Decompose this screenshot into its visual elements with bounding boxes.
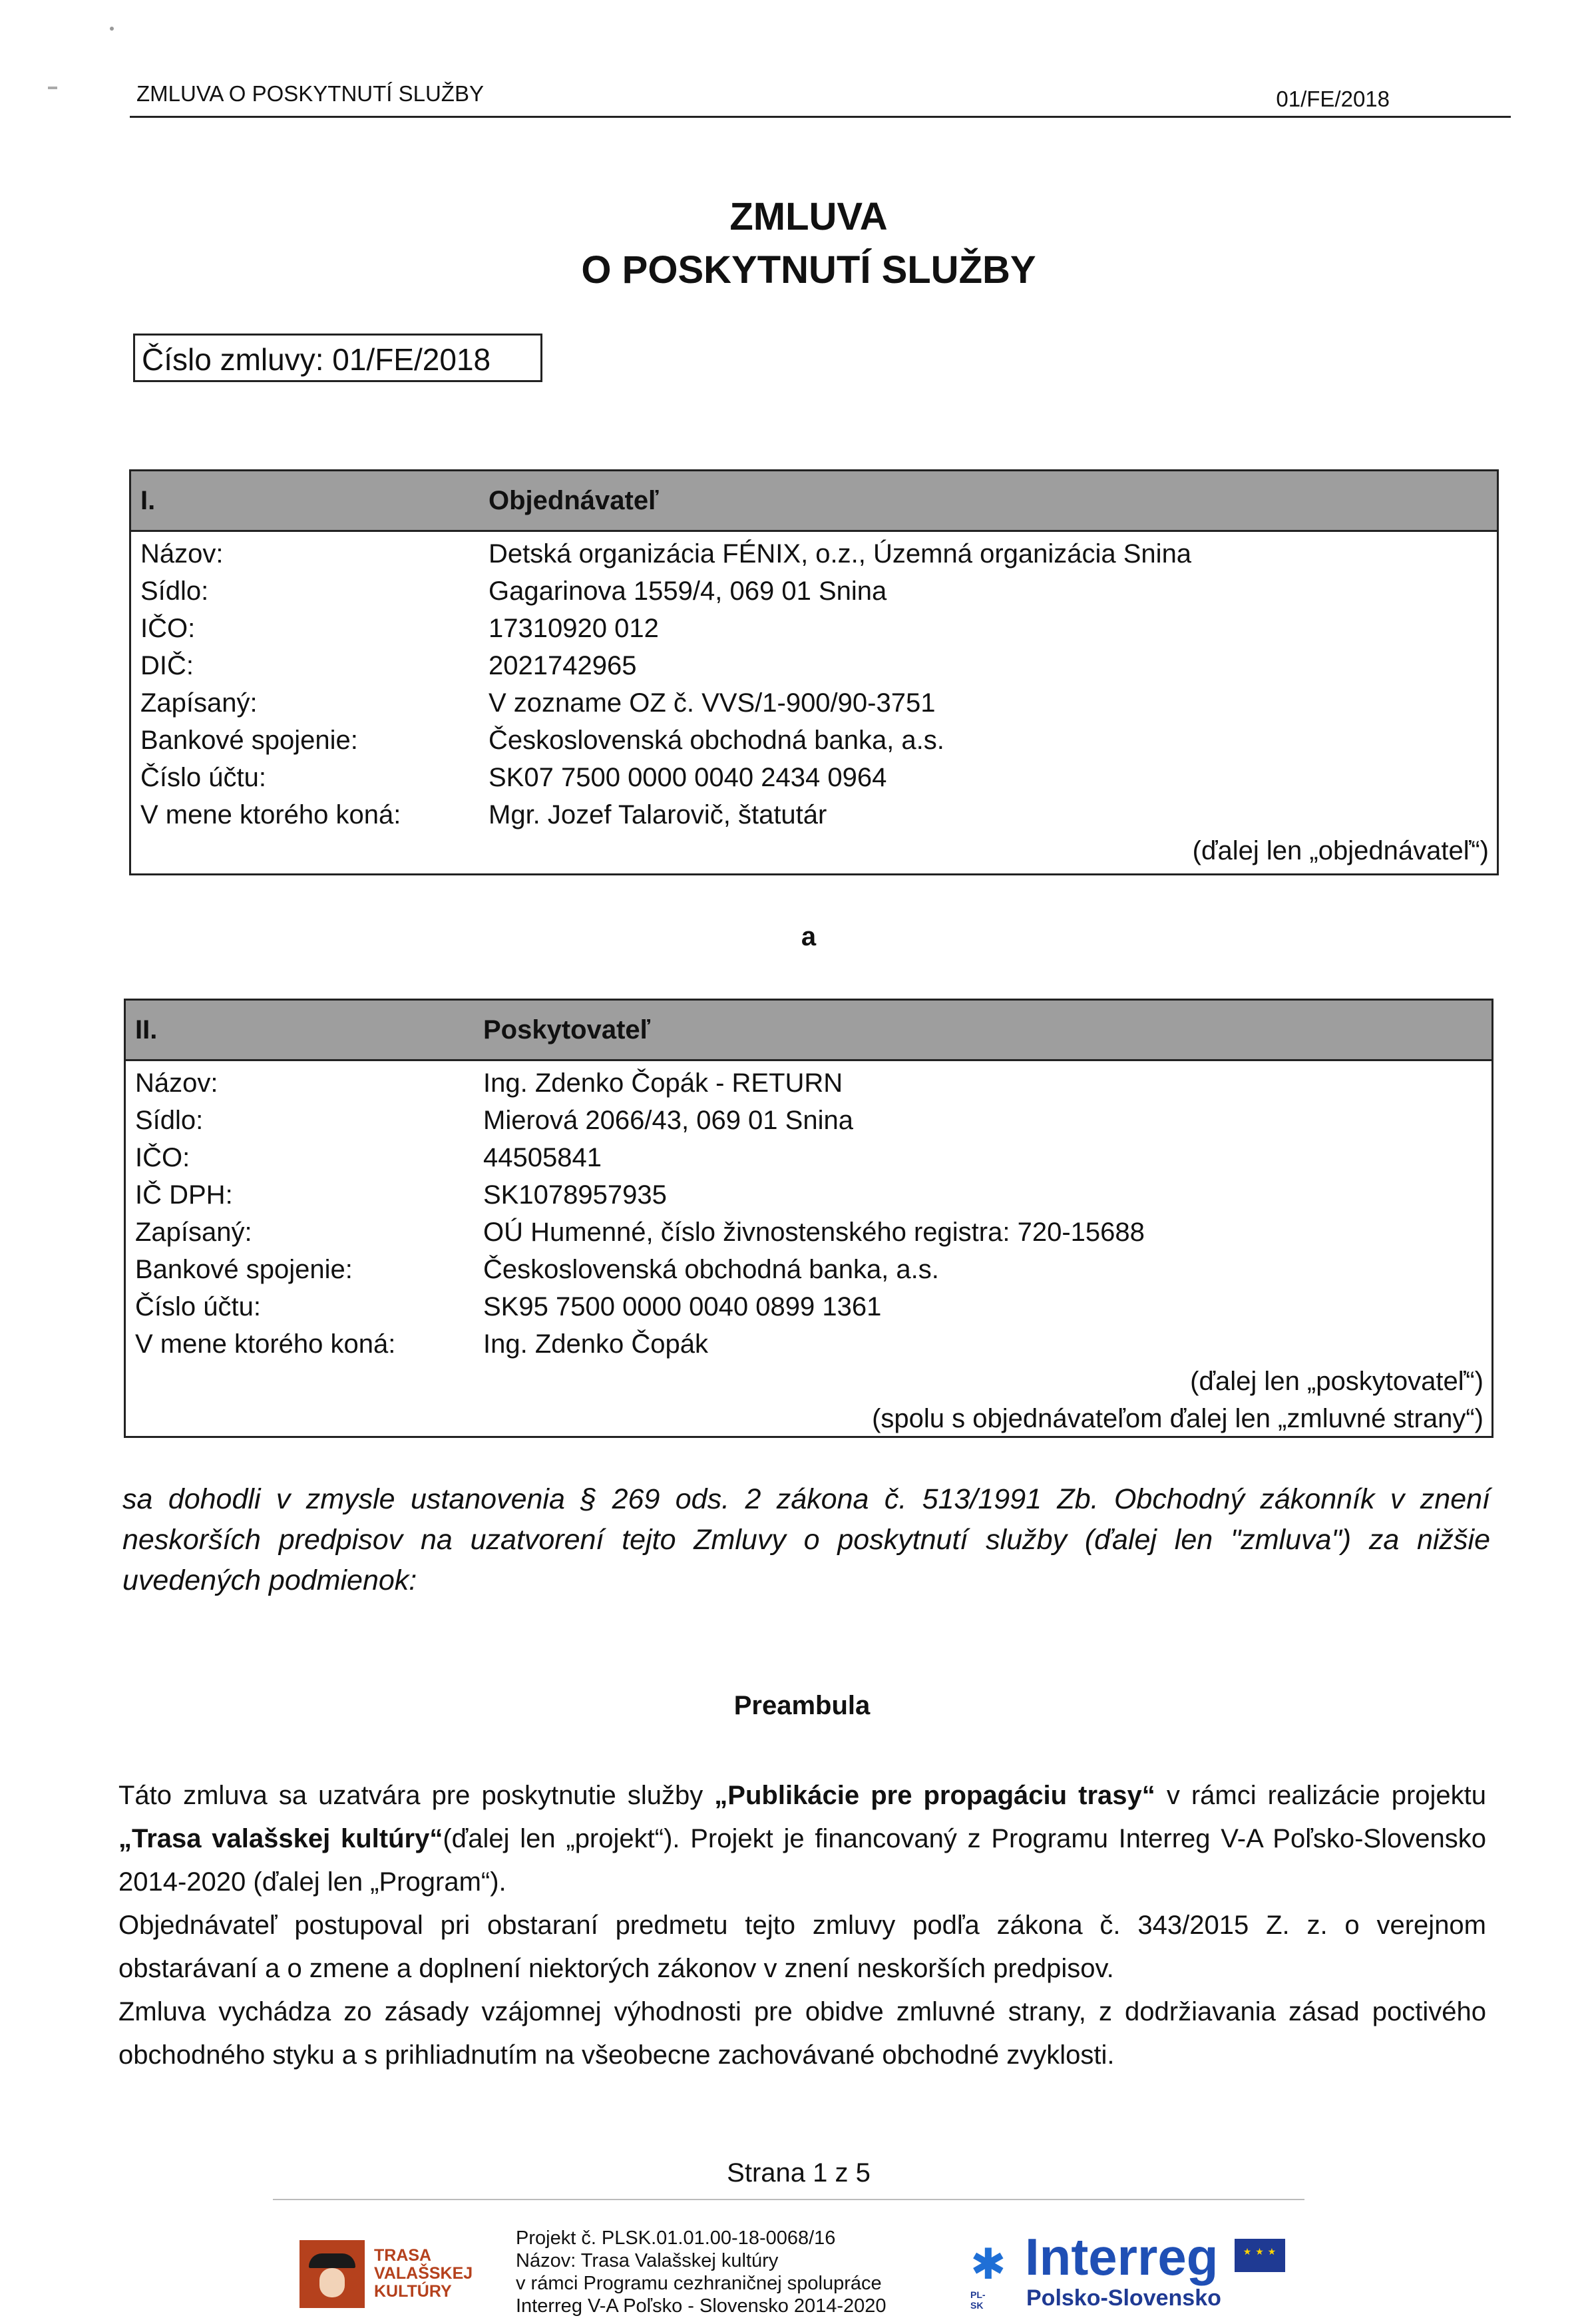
interreg-programme: Polsko-Slovensko bbox=[1026, 2285, 1221, 2311]
intro-paragraph: sa dohodli v zmysle ustanovenia § 269 ods. 2 zákona č. 513/1991 Zb. Obchodný zákonník v znení neskorších predpisov na uzatvorení tejto Zmluvy o poskytnutí služby (ďalej len "zmluva") za nižšie uvedených podmienok: bbox=[122, 1483, 1490, 1596]
detail-value: Detská organizácia FÉNIX, o.z., Územná organizácia Snina bbox=[489, 539, 1192, 569]
detail-row bbox=[131, 614, 1497, 651]
detail-row bbox=[126, 1106, 1491, 1143]
text-run: (ďalej len „projekt“). Projekt je financovaný z Programu Interreg V-A Poľsko-Slovensko 2014-2020 (ďalej len „Program“). bbox=[118, 1824, 1486, 1897]
valach-figure-icon bbox=[299, 2240, 365, 2308]
detail-value: 2021742965 bbox=[489, 651, 637, 680]
detail-value: Ing. Zdenko Čopák - RETURN bbox=[483, 1068, 843, 1098]
detail-value: Gagarinova 1559/4, 069 01 Snina bbox=[489, 577, 887, 606]
detail-value: Ing. Zdenko Čopák bbox=[483, 1329, 708, 1359]
detail-value: 17310920 012 bbox=[489, 614, 659, 643]
detail-row bbox=[131, 726, 1497, 763]
preamble-paragraph-3: Zmluva vychádza zo zásady vzájomnej výhodnosti pre obidve zmluvné strany, z dodržiavania zásad poctivého obchodného styku a s prihliadnutím na všeobecne zachovávané obchodné zvyklosti. bbox=[118, 1997, 1486, 2070]
party-number: I. bbox=[140, 486, 156, 515]
project-name: „Trasa valašskej kultúry“ bbox=[118, 1824, 443, 1853]
footer-rule bbox=[273, 2199, 1304, 2200]
detail-label: Názov: bbox=[135, 1068, 218, 1098]
preamble-body bbox=[118, 1774, 1486, 2077]
logo-line: TRASA bbox=[374, 2246, 432, 2265]
interreg-wordmark: Interreg bbox=[1025, 2227, 1219, 2286]
party-alias: (ďalej len „poskytovateľ“) bbox=[1190, 1367, 1484, 1396]
preamble-paragraph-1 bbox=[118, 1774, 1486, 1904]
scan-speck bbox=[110, 27, 114, 31]
text-run: v rámci realizácie projektu bbox=[1155, 1781, 1487, 1810]
preamble-heading: Preambula bbox=[733, 1691, 871, 1720]
detail-label: IČO: bbox=[140, 614, 196, 643]
party-details bbox=[126, 1068, 1491, 1367]
party-details bbox=[131, 539, 1497, 837]
detail-label: Číslo účtu: bbox=[140, 763, 266, 792]
running-header-number: 01/FE/2018 bbox=[1276, 87, 1390, 111]
detail-row bbox=[131, 577, 1497, 614]
party-role: Poskytovateľ bbox=[483, 1015, 651, 1045]
detail-label: Sídlo: bbox=[135, 1106, 204, 1135]
eu-flag-icon: ★ ★ ★ bbox=[1235, 2239, 1285, 2272]
detail-value: SK1078957935 bbox=[483, 1180, 667, 1210]
scan-speck bbox=[48, 87, 57, 89]
detail-value: SK95 7500 0000 0040 0899 1361 bbox=[483, 1292, 882, 1321]
detail-row bbox=[126, 1143, 1491, 1180]
detail-row bbox=[126, 1255, 1491, 1292]
document-title-line1: ZMLUVA bbox=[729, 195, 888, 238]
detail-row bbox=[131, 539, 1497, 577]
document-title-line2: O POSKYTNUTÍ SLUŽBY bbox=[581, 248, 1036, 292]
preamble-paragraph-2: Objednávateľ postupoval pri obstaraní predmetu tejto zmluvy podľa zákona č. 343/2015 Z. z. o verejnom obstarávaní a o zmene a doplnení niektorých zákonov v znení neskorších predpisov. bbox=[118, 1911, 1486, 1983]
detail-label: DIČ: bbox=[140, 651, 194, 680]
service-name: „Publikácie pre propagáciu trasy“ bbox=[714, 1781, 1155, 1810]
text-run: Táto zmluva sa uzatvára pre poskytnutie služby bbox=[118, 1781, 715, 1810]
detail-label: Číslo účtu: bbox=[135, 1292, 261, 1321]
logo-line: VALAŠSKEJ bbox=[374, 2264, 473, 2283]
party-header bbox=[126, 1001, 1491, 1061]
detail-label: Názov: bbox=[140, 539, 224, 569]
party-objednavatel bbox=[129, 469, 1499, 875]
page-number: Strana 1 z 5 bbox=[727, 2158, 871, 2188]
party-alias: (ďalej len „objednávateľ“) bbox=[1192, 836, 1489, 865]
detail-label: Zapísaný: bbox=[140, 688, 258, 718]
detail-label: IČO: bbox=[135, 1143, 190, 1172]
detail-label: Zapísaný: bbox=[135, 1218, 252, 1247]
detail-value: 44505841 bbox=[483, 1143, 602, 1172]
detail-label: Sídlo: bbox=[140, 577, 209, 606]
detail-label: Bankové spojenie: bbox=[140, 726, 358, 755]
detail-row bbox=[126, 1329, 1491, 1367]
detail-row bbox=[131, 800, 1497, 837]
detail-label: IČ DPH: bbox=[135, 1180, 233, 1210]
detail-value: OÚ Humenné, číslo živnostenského registra: 720-15688 bbox=[483, 1218, 1145, 1247]
project-line: Projekt č. PLSK.01.01.00-18-0068/16 bbox=[516, 2227, 836, 2249]
detail-row bbox=[126, 1068, 1491, 1106]
conjunction: a bbox=[801, 922, 817, 951]
parties-alias: (spolu s objednávateľom ďalej len „zmluvné strany“) bbox=[872, 1404, 1484, 1433]
logo-line: KULTÚRY bbox=[374, 2282, 452, 2301]
party-header bbox=[131, 471, 1497, 532]
project-info bbox=[516, 2227, 887, 2317]
party-number: II. bbox=[135, 1015, 158, 1045]
detail-row bbox=[126, 1218, 1491, 1255]
project-line: Názov: Trasa Valašskej kultúry bbox=[516, 2250, 779, 2271]
detail-value: Československá obchodná banka, a.s. bbox=[483, 1255, 939, 1284]
detail-label: V mene ktorého koná: bbox=[135, 1329, 396, 1359]
plsk-tag: PL-SK bbox=[970, 2289, 986, 2311]
party-poskytovatel bbox=[124, 999, 1493, 1438]
running-header-title: ZMLUVA O POSKYTNUTÍ SLUŽBY bbox=[136, 81, 484, 106]
detail-value: Mgr. Jozef Talarovič, štatutár bbox=[489, 800, 827, 829]
detail-value: Mierová 2066/43, 069 01 Snina bbox=[483, 1106, 853, 1135]
contract-number-box: Číslo zmluvy: 01/FE/2018 bbox=[133, 334, 542, 382]
party-role: Objednávateľ bbox=[489, 486, 659, 515]
detail-row bbox=[131, 763, 1497, 800]
detail-value: SK07 7500 0000 0040 2434 0964 bbox=[489, 763, 887, 792]
interreg-star-icon: ✱ bbox=[970, 2240, 1006, 2288]
detail-label: Bankové spojenie: bbox=[135, 1255, 353, 1284]
header-rule bbox=[130, 116, 1511, 118]
trasa-logo-text bbox=[374, 2247, 507, 2301]
detail-value: V zozname OZ č. VVS/1-900/90-3751 bbox=[489, 688, 936, 718]
detail-row bbox=[126, 1180, 1491, 1218]
detail-value: Československá obchodná banka, a.s. bbox=[489, 726, 944, 755]
detail-row bbox=[131, 651, 1497, 688]
project-line: v rámci Programu cezhraničnej spolupráce bbox=[516, 2273, 882, 2294]
detail-label: V mene ktorého koná: bbox=[140, 800, 401, 829]
detail-row bbox=[126, 1292, 1491, 1329]
detail-row bbox=[131, 688, 1497, 726]
project-line: Interreg V-A Poľsko - Slovensko 2014-2020 bbox=[516, 2295, 887, 2317]
